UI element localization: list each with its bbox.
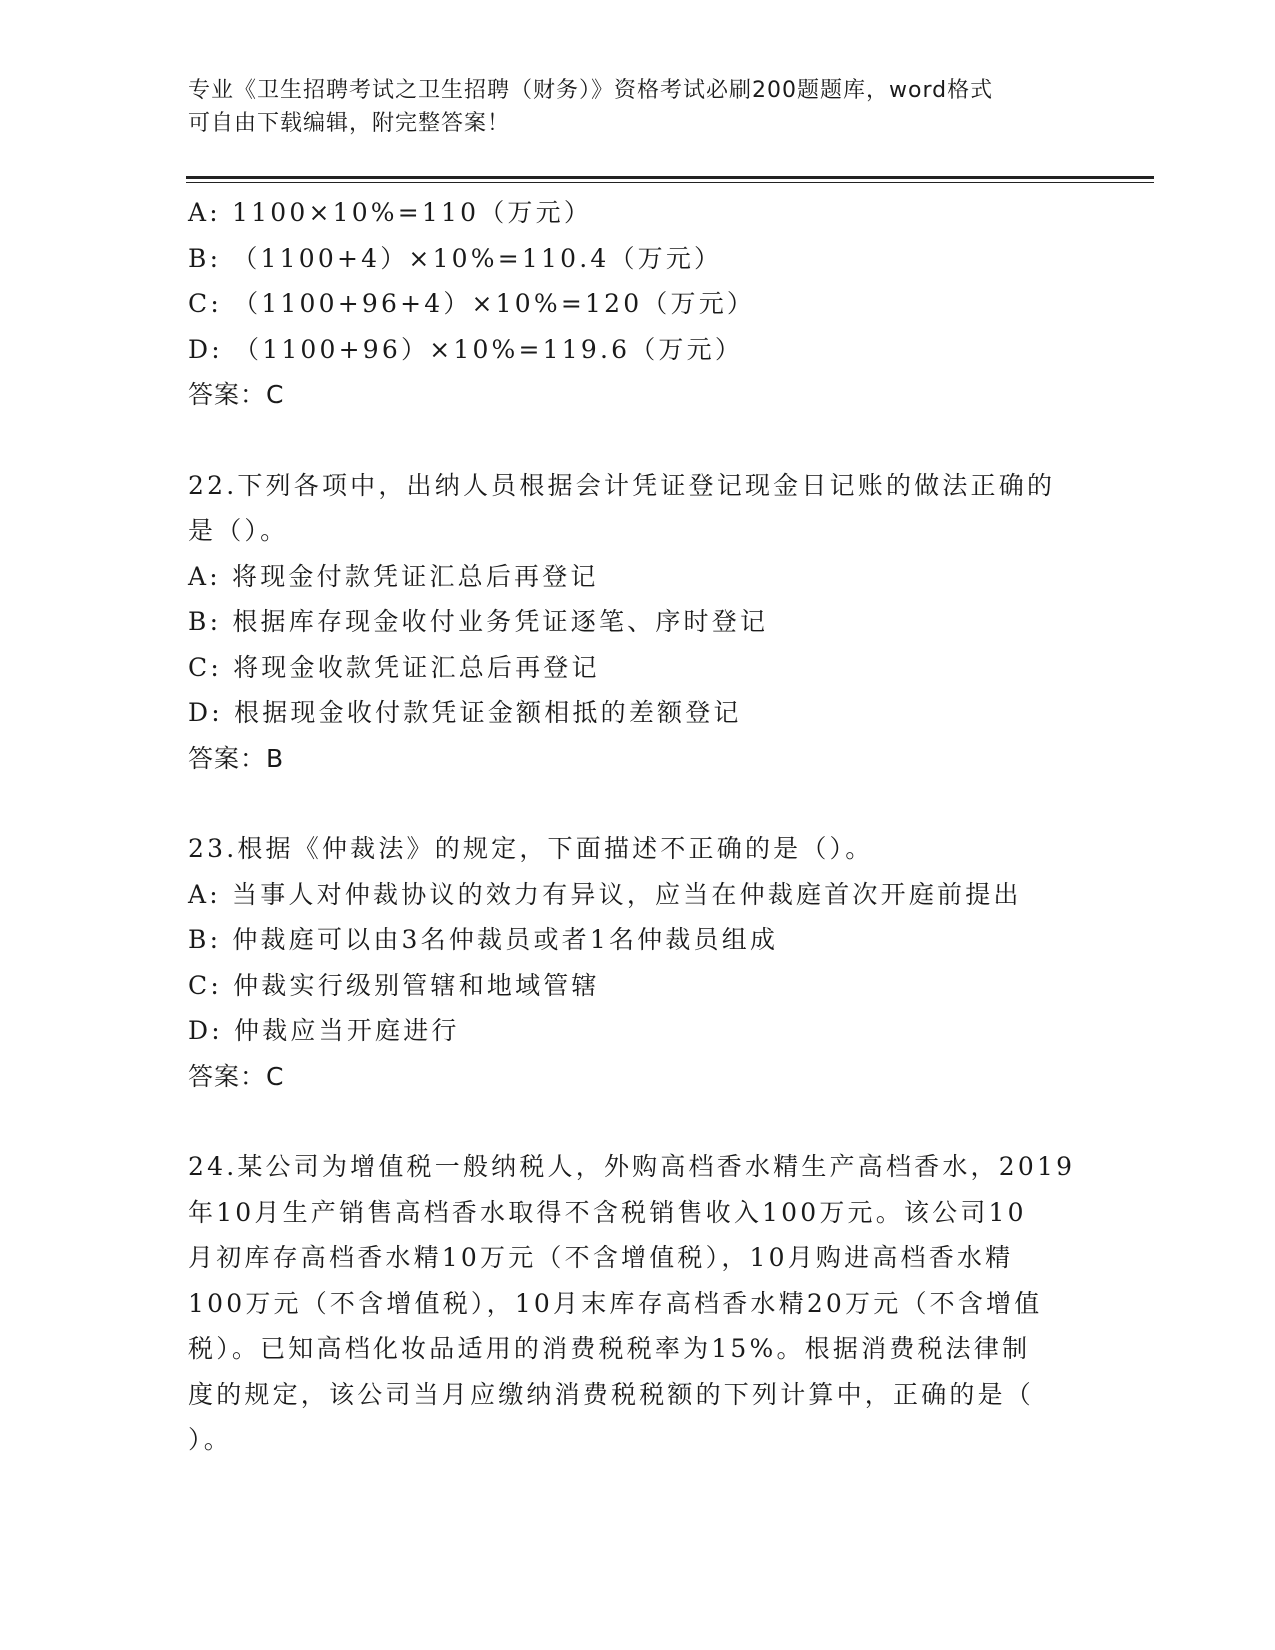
answer: 答案：C bbox=[188, 1061, 285, 1091]
option-d: D: 根据现金收付款凭证金额相抵的差额登记 bbox=[188, 698, 742, 727]
option-c: C: （1100+96+4）×10%=120（万元） bbox=[188, 289, 756, 318]
question-22 bbox=[188, 463, 1088, 782]
question-stem-line: 100万元（不含增值税），10月末库存高档香水精20万元（不含增值 bbox=[188, 1288, 1043, 1318]
option-d: D: （1100+96）×10%=119.6（万元） bbox=[188, 334, 744, 364]
option-b: B: 仲裁庭可以由3名仲裁员或者1名仲裁员组成 bbox=[188, 925, 779, 954]
question-stem-line: 年10月生产销售高档香水取得不含税销售收入100万元。该公司10 bbox=[188, 1197, 1027, 1227]
question-gap bbox=[188, 418, 1088, 463]
question-stem-line: 是（）。 bbox=[188, 516, 289, 545]
header-rule-thick bbox=[186, 176, 1154, 179]
question-stem-line: ）。 bbox=[188, 1425, 232, 1454]
option-a: A: 当事人对仲裁协议的效力有异议，应当在仲裁庭首次开庭前提出 bbox=[188, 879, 1022, 909]
question-content bbox=[188, 190, 1088, 1463]
question-stem-line: 度的规定，该公司当月应缴纳消费税税额的下列计算中，正确的是（ bbox=[188, 1379, 1035, 1409]
question-gap bbox=[188, 781, 1088, 826]
question-stem-line: 22.下列各项中，出纳人员根据会计凭证登记现金日记账的做法正确的 bbox=[188, 470, 1056, 500]
option-c: C: 仲裁实行级别管辖和地域管辖 bbox=[188, 970, 600, 1000]
option-a: A: 1100×10%=110（万元） bbox=[188, 198, 593, 227]
answer: 答案：B bbox=[188, 743, 285, 773]
header-line-2: 可自由下载编辑，附完整答案！ bbox=[188, 111, 511, 136]
question-gap bbox=[188, 1099, 1088, 1144]
option-b: B: 根据库存现金收付业务凭证逐笔、序时登记 bbox=[188, 607, 769, 636]
option-b: B: （1100+4）×10%=110.4（万元） bbox=[188, 243, 723, 273]
header-rule-thin bbox=[186, 182, 1154, 183]
option-c: C: 将现金收款凭证汇总后再登记 bbox=[188, 652, 600, 682]
question-21 bbox=[188, 190, 1088, 418]
question-stem-line: 23.根据《仲裁法》的规定，下面描述不正确的是（）。 bbox=[188, 834, 874, 863]
question-stem-line: 24.某公司为增值税一般纳税人，外购高档香水精生产高档香水，2019 bbox=[188, 1152, 1076, 1181]
question-24 bbox=[188, 1144, 1088, 1463]
answer: 答案：C bbox=[188, 380, 285, 409]
question-stem-line: 月初库存高档香水精10万元（不含增值税），10月购进高档香水精 bbox=[188, 1243, 1014, 1272]
option-d: D: 仲裁应当开庭进行 bbox=[188, 1016, 460, 1045]
option-a: A: 将现金付款凭证汇总后再登记 bbox=[188, 561, 599, 591]
question-stem-line: 税）。已知高档化妆品适用的消费税税率为15%。根据消费税法律制 bbox=[188, 1334, 1031, 1363]
document-header bbox=[188, 74, 1068, 140]
question-23 bbox=[188, 826, 1088, 1099]
header-line-1: 专业《卫生招聘考试之卫生招聘（财务）》资格考试必刷200题题库，word格式 bbox=[188, 78, 994, 103]
